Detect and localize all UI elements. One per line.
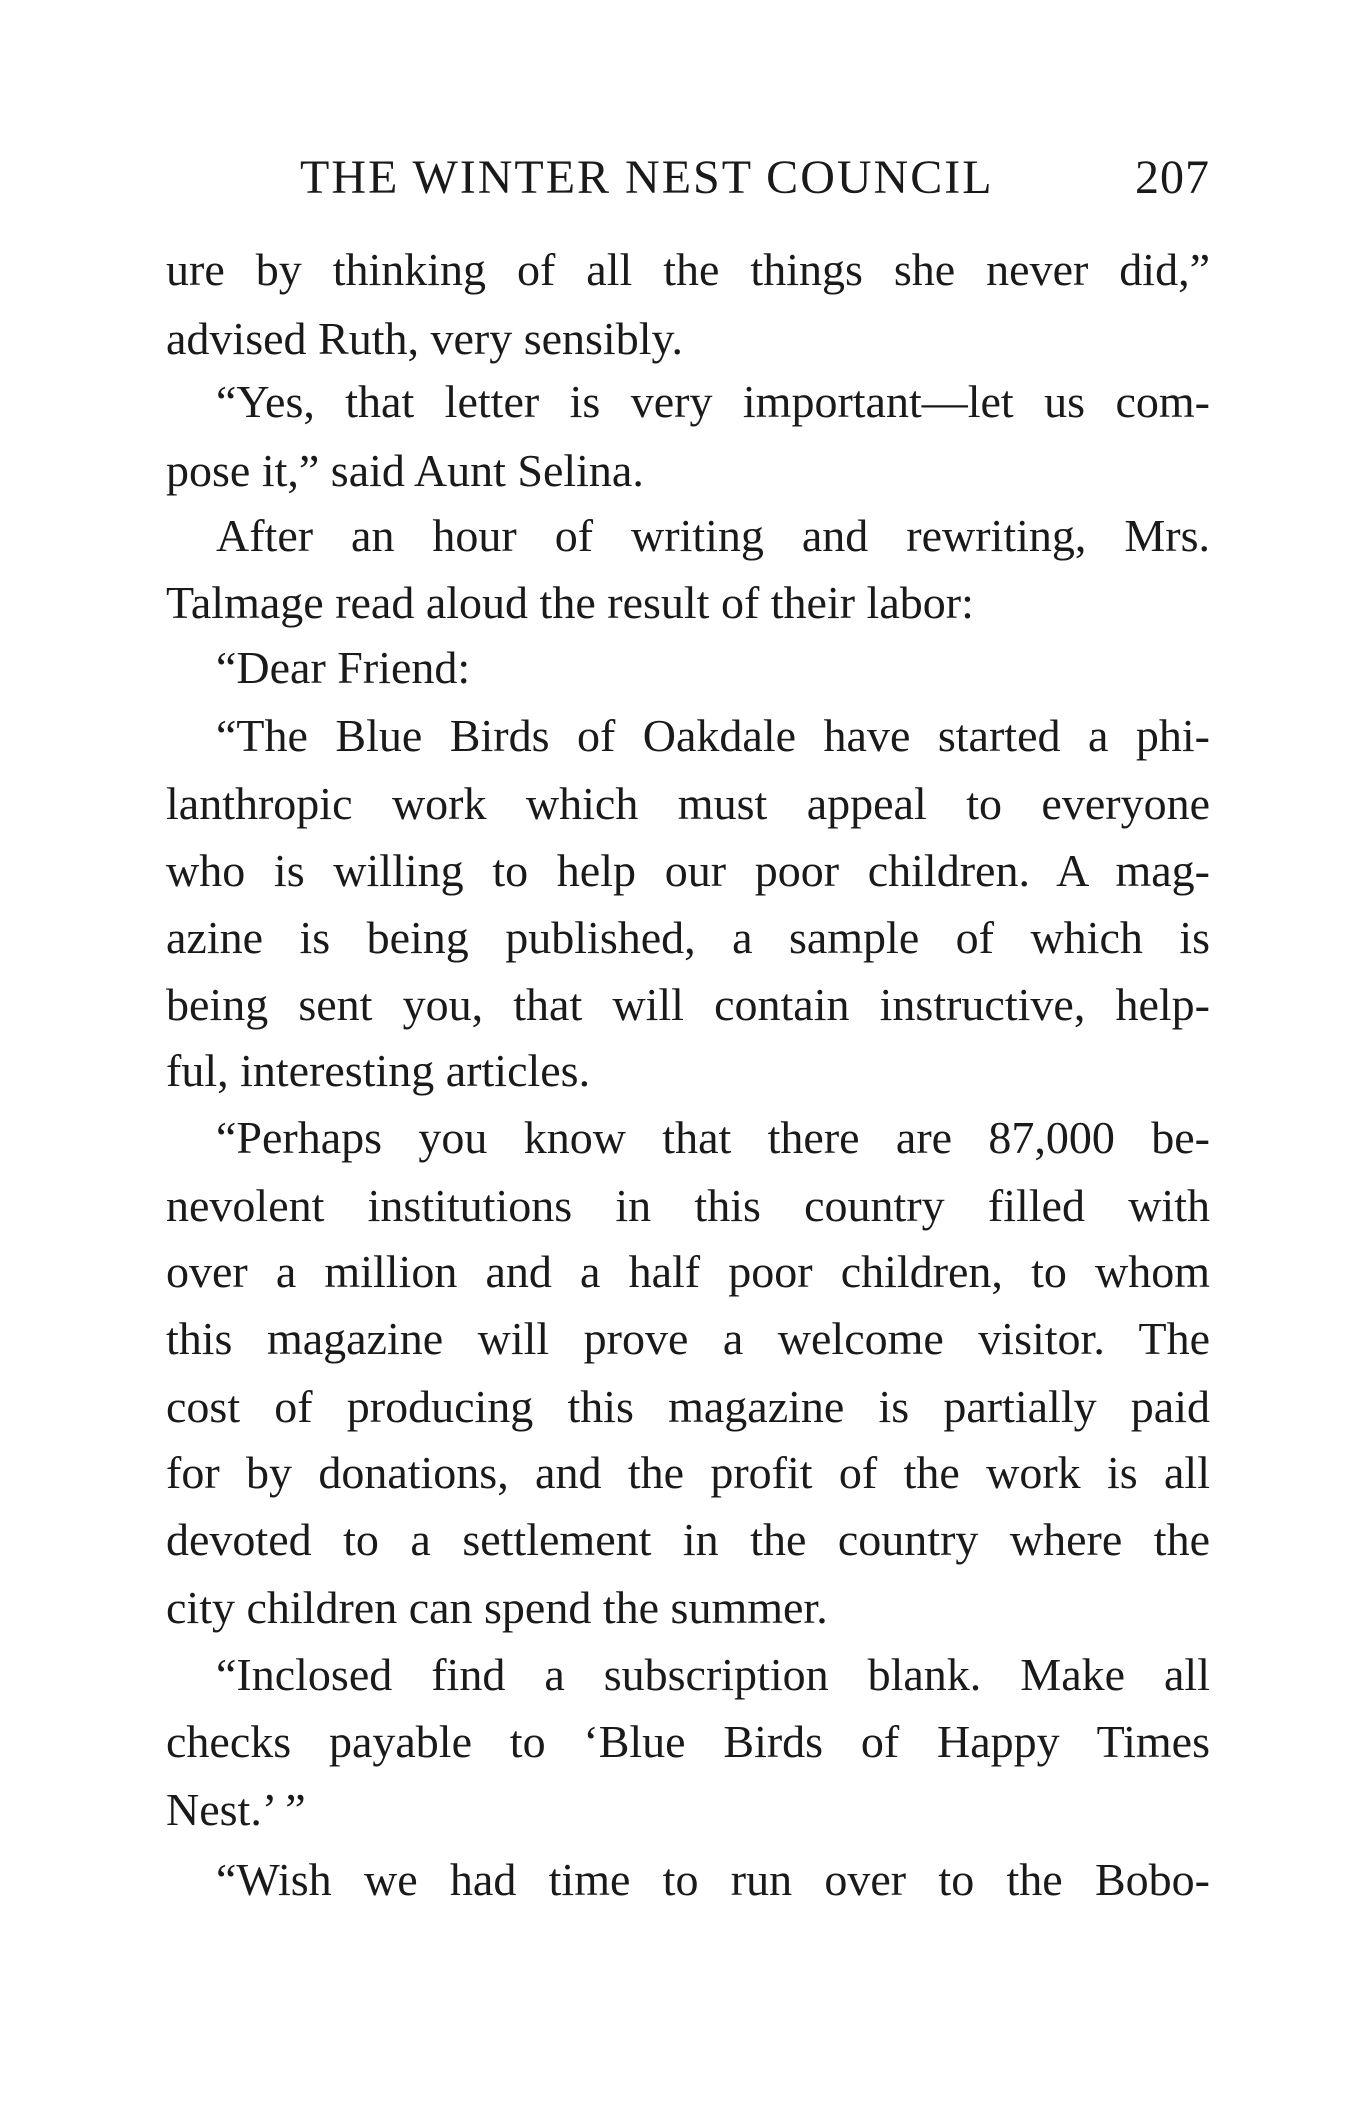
text-line: city children can spend the summer. — [166, 1582, 828, 1633]
page-number: 207 — [1135, 151, 1210, 204]
text-line: “The Blue Birds of Oakdale have started a phi- — [216, 710, 1210, 761]
text-line: checks payable to ‘Blue Birds of Happy Times — [166, 1716, 1210, 1767]
running-head — [300, 150, 1210, 210]
text-line: nevolent institutions in this country filled with — [166, 1180, 1210, 1231]
text-line: ful, interesting articles. — [166, 1045, 591, 1096]
text-line: devoted to a settlement in the country where the — [166, 1514, 1210, 1565]
text-line: azine is being published, a sample of which is — [166, 912, 1210, 963]
text-line: lanthropic work which must appeal to everyone — [166, 778, 1210, 829]
text-line: for by donations, and the profit of the work is all — [166, 1447, 1210, 1498]
text-line: being sent you, that will contain instructive, help- — [166, 979, 1210, 1030]
text-line: “Yes, that letter is very important—let us com- — [216, 376, 1210, 427]
text-line: “Inclosed find a subscription blank. Make all — [216, 1649, 1210, 1700]
text-line: Talmage read aloud the result of their labor: — [166, 577, 974, 628]
text-line: “Wish we had time to run over to the Bobo- — [216, 1854, 1210, 1905]
text-line: Nest.’ ” — [166, 1784, 306, 1835]
text-line: over a million and a half poor children, to whom — [166, 1246, 1210, 1297]
text-line: ure by thinking of all the things she never did,” — [166, 244, 1210, 295]
text-line: “Dear Friend: — [216, 642, 471, 693]
text-line: advised Ruth, very sensibly. — [166, 313, 684, 364]
running-title: THE WINTER NEST COUNCIL — [300, 151, 994, 204]
text-line: cost of producing this magazine is partially paid — [166, 1381, 1210, 1432]
text-line: After an hour of writing and rewriting, Mrs. — [216, 510, 1210, 561]
text-line: “Perhaps you know that there are 87,000 be- — [216, 1112, 1210, 1163]
text-line: this magazine will prove a welcome visitor. The — [166, 1313, 1210, 1364]
text-line: who is willing to help our poor children. A mag- — [166, 845, 1210, 896]
text-line: pose it,” said Aunt Selina. — [166, 445, 644, 496]
